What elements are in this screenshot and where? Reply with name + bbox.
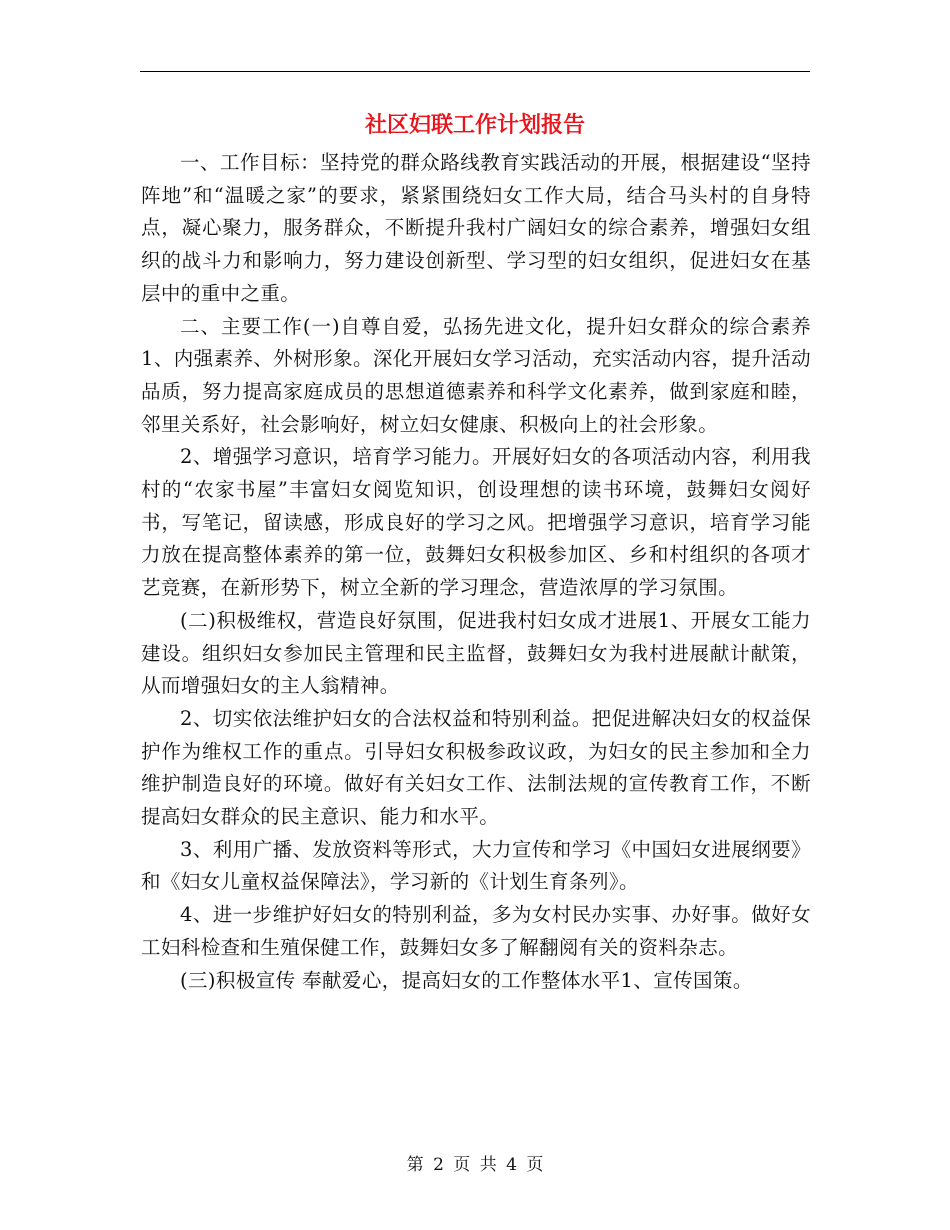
paragraph-7: 4、进一步维护好妇女的特别利益，多为女村民办实事、办好事。做好女工妇科检查和生殖保健工作，鼓舞妇女多了解翻阅有关的资料杂志。: [141, 903, 811, 959]
paragraph-4: (二)积极维权，营造良好氛围，促进我村妇女成才进展1、开展女工能力建设。组织妇女参加民主管理和民主监督，鼓舞妇女为我村进展献计献策，从而增强妇女的主人翁精神。: [141, 608, 811, 698]
document-body: [141, 147, 811, 997]
paragraph-8: (三)积极宣传 奉献爱心，提高妇女的工作整体水平1、宣传国策。: [180, 968, 753, 992]
paragraph-3: 2、增强学习意识，培育学习能力。开展好妇女的各项活动内容，利用我村的“农家书屋”丰富妇女阅览知识，创设理想的读书环境，鼓舞妇女阅好书，写笔记，留读感，形成良好的学习之风。把增强学习意识，培育学习能力放在提高整体素养的第一位，鼓舞妇女积极参加区、乡和村组织的各项才艺竞赛，在新形势下，树立全新的学习理念，营造浓厚的学习氛围。: [141, 445, 811, 600]
paragraph-5: 2、切实依法维护妇女的合法权益和特别利益。把促进解决妇女的权益保护作为维权工作的重点。引导妇女积极参政议政，为妇女的民主参加和全力维护制造良好的环境。做好有关妇女工作、法制法规的宣传教育工作，不断提高妇女群众的民主意识、能力和水平。: [141, 706, 811, 829]
document-title: 社区妇联工作计划报告: [364, 112, 585, 138]
header-rule: [140, 71, 810, 72]
paragraph-6: 3、利用广播、发放资料等形式，大力宣传和学习《中国妇女进展纲要》和《妇女儿童权益保障法》，学习新的《计划生育条列》。: [141, 837, 811, 894]
paragraph-1: 一、工作目标：坚持党的群众路线教育实践活动的开展，根据建设“坚持阵地”和“温暖之家”的要求，紧紧围绕妇女工作大局，结合马头村的自身特点，凝心聚力，服务群众，不断提升我村广阔妇女的综合素养，增强妇女组织的战斗力和影响力，努力建设创新型、学习型的妇女组织，促进妇女在基层中的重中之重。: [141, 151, 811, 305]
page-number-footer: 第 2 页 共 4 页: [406, 1155, 544, 1175]
paragraph-2: 二、主要工作(一)自尊自爱，弘扬先进文化，提升妇女群众的综合素养1、内强素养、外树形象。深化开展妇女学习活动，充实活动内容，提升活动品质，努力提高家庭成员的思想道德素养和科学文化素养，做到家庭和睦，邻里关系好，社会影响好，树立妇女健康、积极向上的社会形象。: [141, 314, 811, 436]
